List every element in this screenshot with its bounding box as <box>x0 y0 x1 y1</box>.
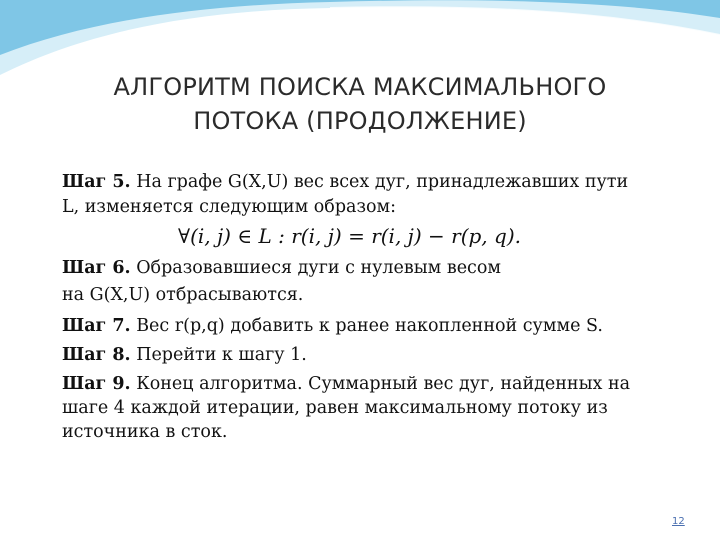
title-line-1: АЛГОРИТМ ПОИСКА МАКСИМАЛЬНОГО <box>113 73 607 101</box>
step-label: Шаг 8. <box>62 345 131 365</box>
step-8 <box>62 343 307 368</box>
step-text: на G(X,U) отбрасываются. <box>62 285 304 305</box>
step-text: На графе G(X,U) вес всех дуг, принадлежавших пути <box>130 172 629 192</box>
step-text: Вес r(p,q) добавить к ранее накопленной сумме S. <box>130 316 603 336</box>
step-label: Шаг 5. <box>62 172 131 192</box>
step-text: Образовавшиеся дуги с нулевым весом <box>130 258 501 278</box>
step-label: Шаг 9. <box>62 374 131 394</box>
step-text: шаге 4 каждой итерации, равен максимальному потоку из <box>62 398 608 418</box>
page-number: 12 <box>672 516 685 527</box>
step-text: Перейти к шагу 1. <box>130 345 307 365</box>
slide-title <box>40 70 680 138</box>
step-5-continuation <box>62 195 396 220</box>
step-9 <box>62 372 630 397</box>
step-6-continuation <box>62 283 303 308</box>
step-9-continuation <box>62 420 227 445</box>
step-9-continuation <box>62 396 608 421</box>
step-text: Конец алгоритма. Суммарный вес дуг, найденных на <box>130 374 631 394</box>
step-7 <box>62 314 603 339</box>
title-line-2: ПОТОКА (ПРОДОЛЖЕНИЕ) <box>193 107 527 135</box>
step-label: Шаг 7. <box>62 316 131 336</box>
step-text: L, изменяется следующим образом: <box>62 197 397 217</box>
formula: ∀(i, j) ∈ L : r(i, j) = r(i, j) − r(p, q). <box>178 224 521 248</box>
step-label: Шаг 6. <box>62 258 131 278</box>
step-6 <box>62 256 501 281</box>
step-text: источника в сток. <box>62 422 228 442</box>
step-5 <box>62 170 628 195</box>
